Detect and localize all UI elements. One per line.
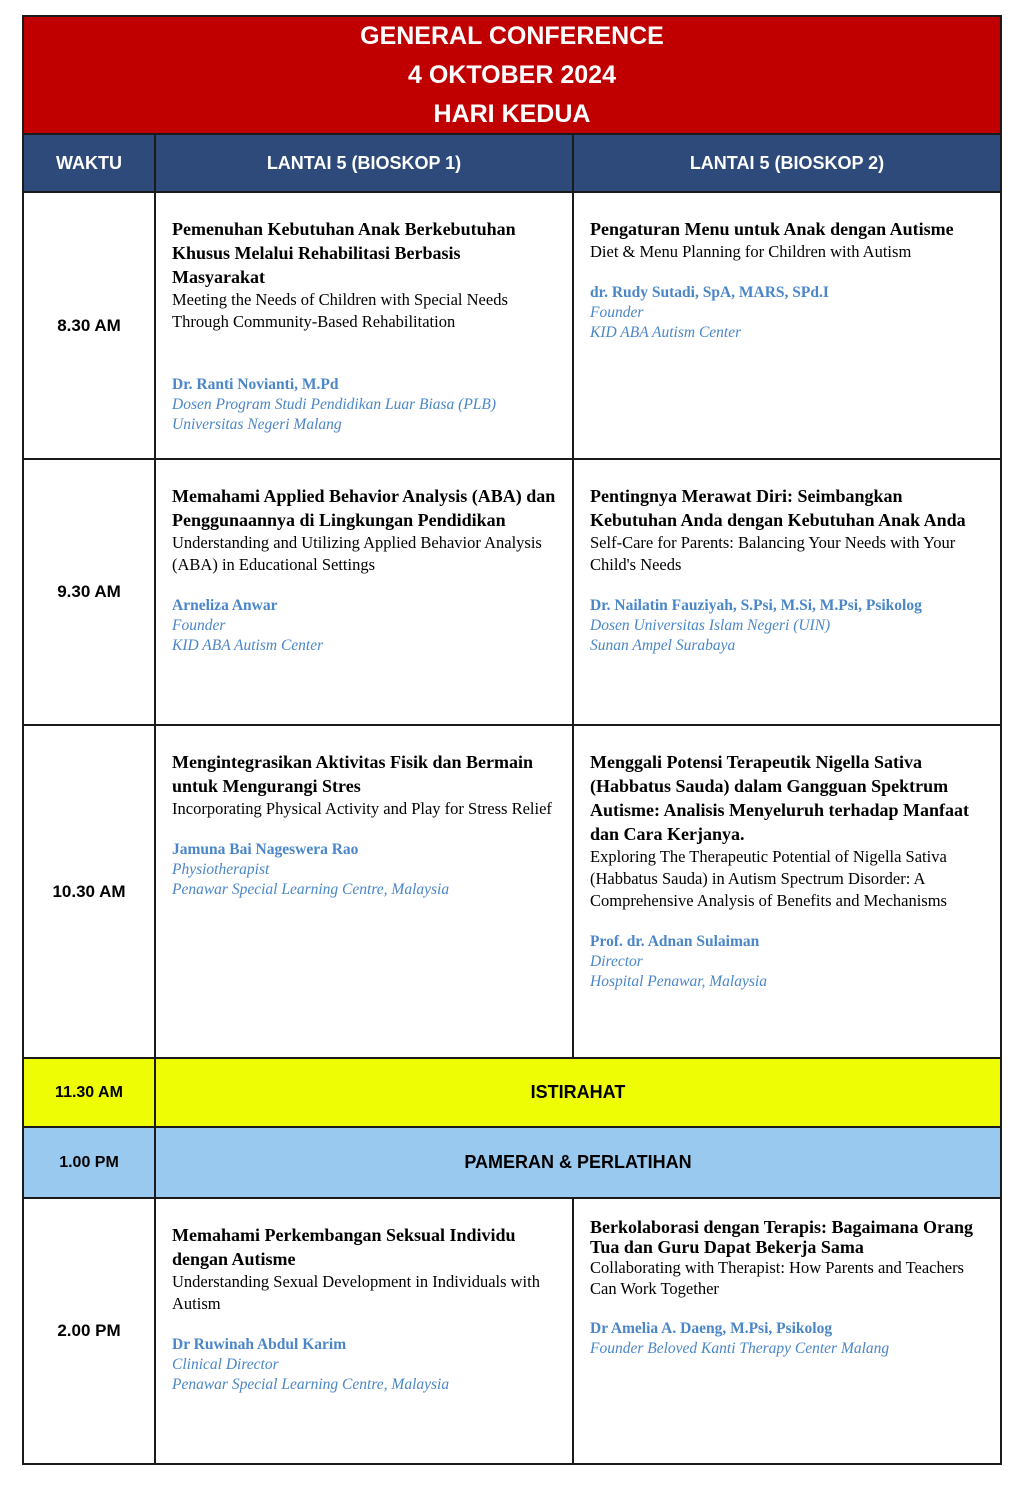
session-title: Pengaturan Menu untuk Anak dengan Autisme <box>590 219 954 239</box>
speaker-name: Dr Amelia A. Daeng, M.Psi, Psikolog <box>590 1320 833 1337</box>
slot-row-200 <box>24 1199 1000 1463</box>
speaker-affiliation: KID ABA Autism Center <box>590 324 742 341</box>
session-hall2 <box>574 726 1000 1057</box>
speaker-name: Prof. dr. Adnan Sulaiman <box>590 933 760 950</box>
session-english-title: Understanding and Utilizing Applied Behavior Analysis (ABA) in Educational Settings <box>172 533 542 574</box>
speaker-name: Dr Ruwinah Abdul Karim <box>172 1336 347 1353</box>
session-hall2 <box>574 1199 1000 1463</box>
col-header-time: WAKTU <box>24 135 156 191</box>
session-title: Berkolaborasi dengan Terapis: Bagaimana Orang Tua dan Guru Dapat Bekerja Sama <box>590 1217 974 1257</box>
slot-time: 9.30 AM <box>24 460 156 724</box>
speaker-affiliation: Hospital Penawar, Malaysia <box>590 973 767 990</box>
session-english-title: Collaborating with Therapist: How Parents and Teachers Can Work Together <box>590 1258 964 1298</box>
title-line-2: 4 OKTOBER 2024 <box>408 61 616 89</box>
session-english-title: Meeting the Needs of Children with Special Needs Through Community-Based Rehabilitation <box>172 290 508 331</box>
title-line-3: HARI KEDUA <box>433 100 591 128</box>
column-header-row <box>24 135 1000 193</box>
slot-time: 8.30 AM <box>24 193 156 458</box>
speaker-role: Dosen Program Studi Pendidikan Luar Biasa (PLB) <box>172 396 497 413</box>
speaker-role: Physiotherapist <box>172 861 270 878</box>
speaker-role: Founder Beloved Kanti Therapy Center Malang <box>590 1340 890 1357</box>
slot-row-930 <box>24 460 1000 726</box>
session-hall2 <box>574 193 1000 458</box>
session-english-title: Diet & Menu Planning for Children with Autism <box>590 242 912 261</box>
session-english-title: Self-Care for Parents: Balancing Your Needs with Your Child's Needs <box>590 533 956 574</box>
schedule-table <box>22 15 1002 1465</box>
session-hall2 <box>574 460 1000 724</box>
session-hall1 <box>156 1199 574 1463</box>
break-row <box>24 1059 1000 1128</box>
session-hall1 <box>156 193 574 458</box>
slot-row-830 <box>24 193 1000 460</box>
session-english-title: Understanding Sexual Development in Individuals with Autism <box>172 1272 540 1313</box>
speaker-affiliation: Penawar Special Learning Centre, Malaysia <box>172 1376 450 1393</box>
schedule-title <box>24 17 1000 135</box>
session-hall1 <box>156 726 574 1057</box>
session-title: Memahami Applied Behavior Analysis (ABA) dan Penggunaannya di Lingkungan Pendidikan <box>172 486 556 530</box>
col-header-hall1: LANTAI 5 (BIOSKOP 1) <box>156 135 574 191</box>
title-line-1: GENERAL CONFERENCE <box>360 22 664 50</box>
speaker-affiliation: KID ABA Autism Center <box>172 637 324 654</box>
speaker-name: Dr. Nailatin Fauziyah, S.Psi, M.Si, M.Psi, Psikolog <box>590 597 922 614</box>
speaker-role: Clinical Director <box>172 1356 279 1373</box>
speaker-role: Founder <box>172 617 226 634</box>
speaker-role: Director <box>590 953 643 970</box>
session-english-title: Exploring The Therapeutic Potential of Nigella Sativa (Habbatus Sauda) in Autism Spectrum Disorder: A Comprehensive Analysis of Benefits and Mechanisms <box>590 847 947 910</box>
speaker-name: Dr. Ranti Novianti, M.Pd <box>172 376 339 393</box>
speaker-affiliation: Penawar Special Learning Centre, Malaysia <box>172 881 450 898</box>
expo-time: 1.00 PM <box>24 1128 156 1197</box>
session-title: Menggali Potensi Terapeutik Nigella Sativa (Habbatus Sauda) dalam Gangguan Spektrum Autisme: Analisis Menyeluruh terhadap Manfaat dan Cara Kerjanya. <box>590 752 970 844</box>
slot-time: 10.30 AM <box>24 726 156 1057</box>
slot-time: 2.00 PM <box>24 1199 156 1463</box>
speaker-name: Jamuna Bai Nageswera Rao <box>172 841 359 858</box>
session-title: Pentingnya Merawat Diri: Seimbangkan Kebutuhan Anda dengan Kebutuhan Anak Anda <box>590 486 966 530</box>
session-title: Pemenuhan Kebutuhan Anak Berkebutuhan Khusus Melalui Rehabilitasi Berbasis Masyarakat <box>172 219 516 287</box>
speaker-name: dr. Rudy Sutadi, SpA, MARS, SPd.I <box>590 284 829 301</box>
speaker-name: Arneliza Anwar <box>172 597 278 614</box>
expo-label: PAMERAN & PERLATIHAN <box>464 1152 692 1172</box>
col-header-hall2: LANTAI 5 (BIOSKOP 2) <box>689 152 885 173</box>
speaker-role: Dosen Universitas Islam Negeri (UIN) <box>590 617 831 634</box>
speaker-role: Founder <box>590 304 644 321</box>
session-hall1 <box>156 460 574 724</box>
break-label: ISTIRAHAT <box>530 1082 626 1102</box>
session-title: Memahami Perkembangan Seksual Individu dengan Autisme <box>172 1225 516 1269</box>
session-english-title: Incorporating Physical Activity and Play for Stress Relief <box>172 799 552 818</box>
speaker-affiliation: Sunan Ampel Surabaya <box>590 637 736 654</box>
break-time: 11.30 AM <box>24 1059 156 1126</box>
speaker-affiliation: Universitas Negeri Malang <box>172 416 342 433</box>
slot-row-1030 <box>24 726 1000 1059</box>
session-title: Mengintegrasikan Aktivitas Fisik dan Bermain untuk Mengurangi Stres <box>172 752 534 796</box>
expo-row <box>24 1128 1000 1199</box>
